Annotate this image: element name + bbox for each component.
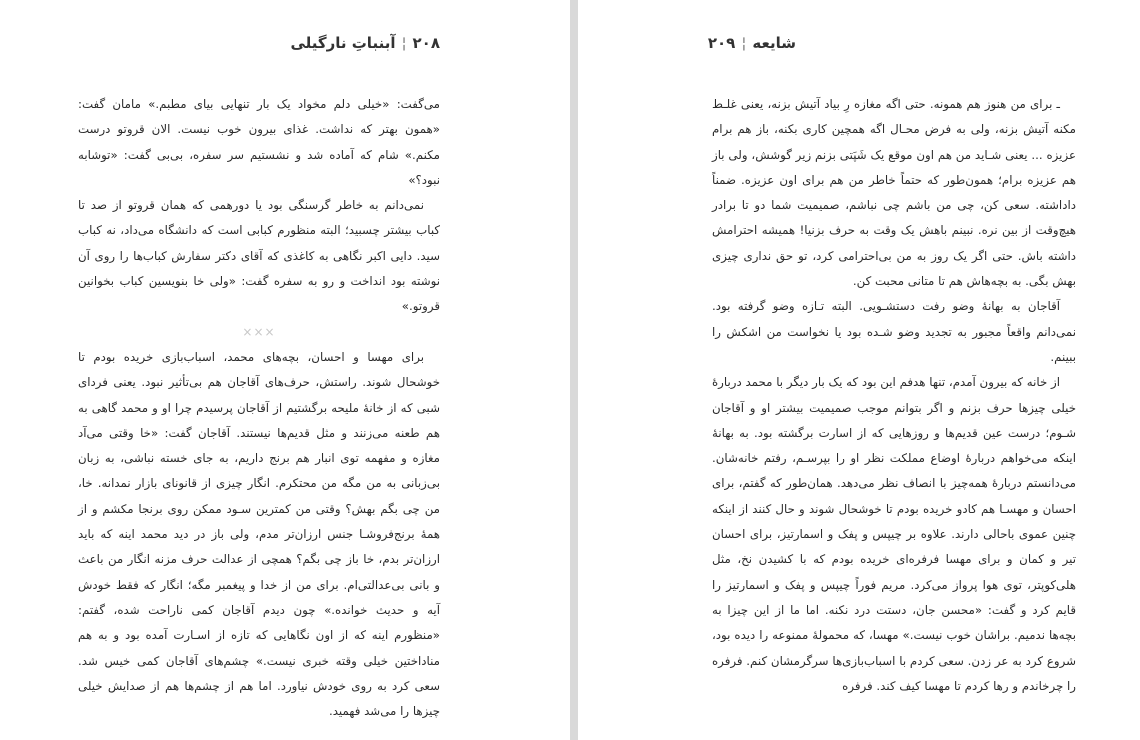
paragraph: نمی‌دانم به خاطر گرسنگی بود یا دورهمی که همان قروتو از صد تا کباب بیشتر چسبید؛ البته منظورم کبابی است که دانشگاه می‌داد، نه کباب سید. دایی اکبر نگاهی به کاغذی که آقای دکتر سفارش کباب‌ها را روی آن نوشته بود انداخت و رو به سفره گفت: «ولی خا بنویسین کباب بخوانین قروتو.» (78, 198, 440, 314)
book-gutter (570, 0, 578, 740)
right-page (578, 0, 1140, 740)
right-page-body (712, 92, 1076, 699)
header-separator: ¦ (741, 34, 747, 52)
left-page-header (290, 34, 440, 52)
header-separator: ¦ (401, 34, 407, 52)
paragraph: برای مهسا و احسان، بچه‌های محمد، اسباب‌بازی خریده بودم تا خوشحال شوند. راستش، حرف‌های آقاجان هم بی‌تأثیر نبود. یعنی فردای شبی که از خانهٔ ملیحه برگشتیم از آقاجان پرسیدم چرا او و محمد گاهی به هم طعنه می‌زنند و مثل قدیم‌ها نیستند. آقاجان گفت: «خا وقتی می‌آد مغازه و مفهمه توی انبار هم برنج داریم، به جای خسته نباشی، به زبان بی‌زبانی به من مگه من محتکرم. انگار چیزی از قانونای بازار نمدانه. خا، من چی بگم بهش؟ وقتی من کمترین سـود ممکن روی برنجا مکشم و از همهٔ برنج‌فروشـا جنس ارزان‌تر مدم، ولی باز در دید محمد اینه که باید ارزان‌تر بدم، خا باز چی بگم؟ همچی از عدالت حرف مزنه انگار من باعث و بانی بی‌عدالتی‌ام. برای من از خدا و پیغمبر مگه؛ انگار که فقط خودش آیه و حدیث خوانده.» چون دیدم آقاجان کمی ناراحت شده، گفتم: «منظورم اینه که از اون نگاهایی که تازه از اسـارت آمده بود و به هم مناداختین خیلی وقته خبری نیست.» چشم‌های آقاجان کمی خیس شد. سعی کرد به روی خودش نیاورد. اما هم از چشم‌ها هم از صدایش خیلی چیزها را می‌شد فهمید. (78, 349, 440, 719)
left-page-title: آبنباتِ نارگیلی (290, 34, 396, 52)
paragraph: آقاجان به بهانهٔ وضو رفت دستشـویی. البته تـازه وضو گرفته بود. نمی‌دانم واقعاً مجبور به تجدید وضو شـده بود یا نخواست من اشکش را ببینم. (712, 299, 1076, 364)
left-page-body (78, 92, 440, 724)
section-break: ××× (242, 324, 276, 339)
right-page-title: شایعه (752, 34, 796, 52)
paragraph: می‌گفت: «خیلی دلم مخواد یک بار تنهایی بیای مطبم.» مامان گفت: «همون بهتر که نداشت. غذای بیرون خوب نیست. الان قروتو درست مکنم.» شام که آماده شد و نشستیم سر سفره، بی‌بی گفت: «توشابه نبود؟» (78, 97, 440, 187)
right-page-number: ۲۰۹ (707, 34, 736, 52)
left-page-number: ۲۰۸ (412, 34, 440, 52)
paragraph: از خانه که بیرون آمدم، تنها هدفم این بود که یک بار دیگر با محمد دربارهٔ خیلی چیزها حرف بزنم و اگر بتوانم موجب صمیمیت بیشتر او و آقاجان شـوم؛ درست عین قدیم‌ها و روزهایی که از اسارت برگشته بود. به بهانهٔ اینکه می‌خواهم دربارهٔ اوضاع مملکت نظر او را بپرسـم، رفتم خانه‌شان. می‌دانستم دربارهٔ همه‌چیز با انصاف نظر می‌دهد. همان‌طور که گفتم، برای احسان و مهسـا هم کادو خریده بودم تا خوشحال شوند و حال کنند از اینکه چنین عموی باحالی دارند. علاوه بر چیپس و پفک و اسمارتیز، برای احسان تیر و کمان و برای مهسا فرفره‌ای خریده بودم که با کشیدن نخ، مثل هلی‌کوپتر، توی هوا پرواز می‌کرد. مریم فوراً چیپس و پفک و اسمارتیز را قایم کرد و گفت: «محسن جان، دستت درد نکنه. اما ما از این چیزا به بچه‌ها ندمیم. براشان خوب نیست.» مهسا، که محمولهٔ ممنوعه را دیده بود، شروع کرد به عر زدن. سعی کردم با اسباب‌بازی‌ها سرگرمشان کنم. فرفره را چرخاندم و رها کردم تا مهسا کیف کند. فرفره (712, 375, 1076, 693)
paragraph: ـ برای من هنوز هم همونه. حتی اگه مغازه رِ بیاد آتیش بزنه، یعنی غلـط مکنه آتیش بزنه، ولی به فرض محـال اگه همچین کاری بکنه، باز هم برام عزیزه ... یعنی شـاید من هم اون موقع یک شَپَتی بزنم زیر گوشش، ولی باز هم عزیزه برام؛ همون‌طور که حتماً خاطر من هم برای اون عزیزه. ضمناً داداشته. سعی کن، چی من باشم چی نباشم، صمیمیت شما دو تا برادر هیچ‌وقت از بین نره. نبینم باهش یک وقت به حرف بزنیا! همیشه احترامش داشته باش. حتی اگر یک روز به من بی‌احترامی کرد، تو حق نداری چیزی بهش بگی. به بچه‌هاش هم تا متانی محبت کن. (712, 97, 1076, 289)
right-page-header (707, 34, 796, 52)
